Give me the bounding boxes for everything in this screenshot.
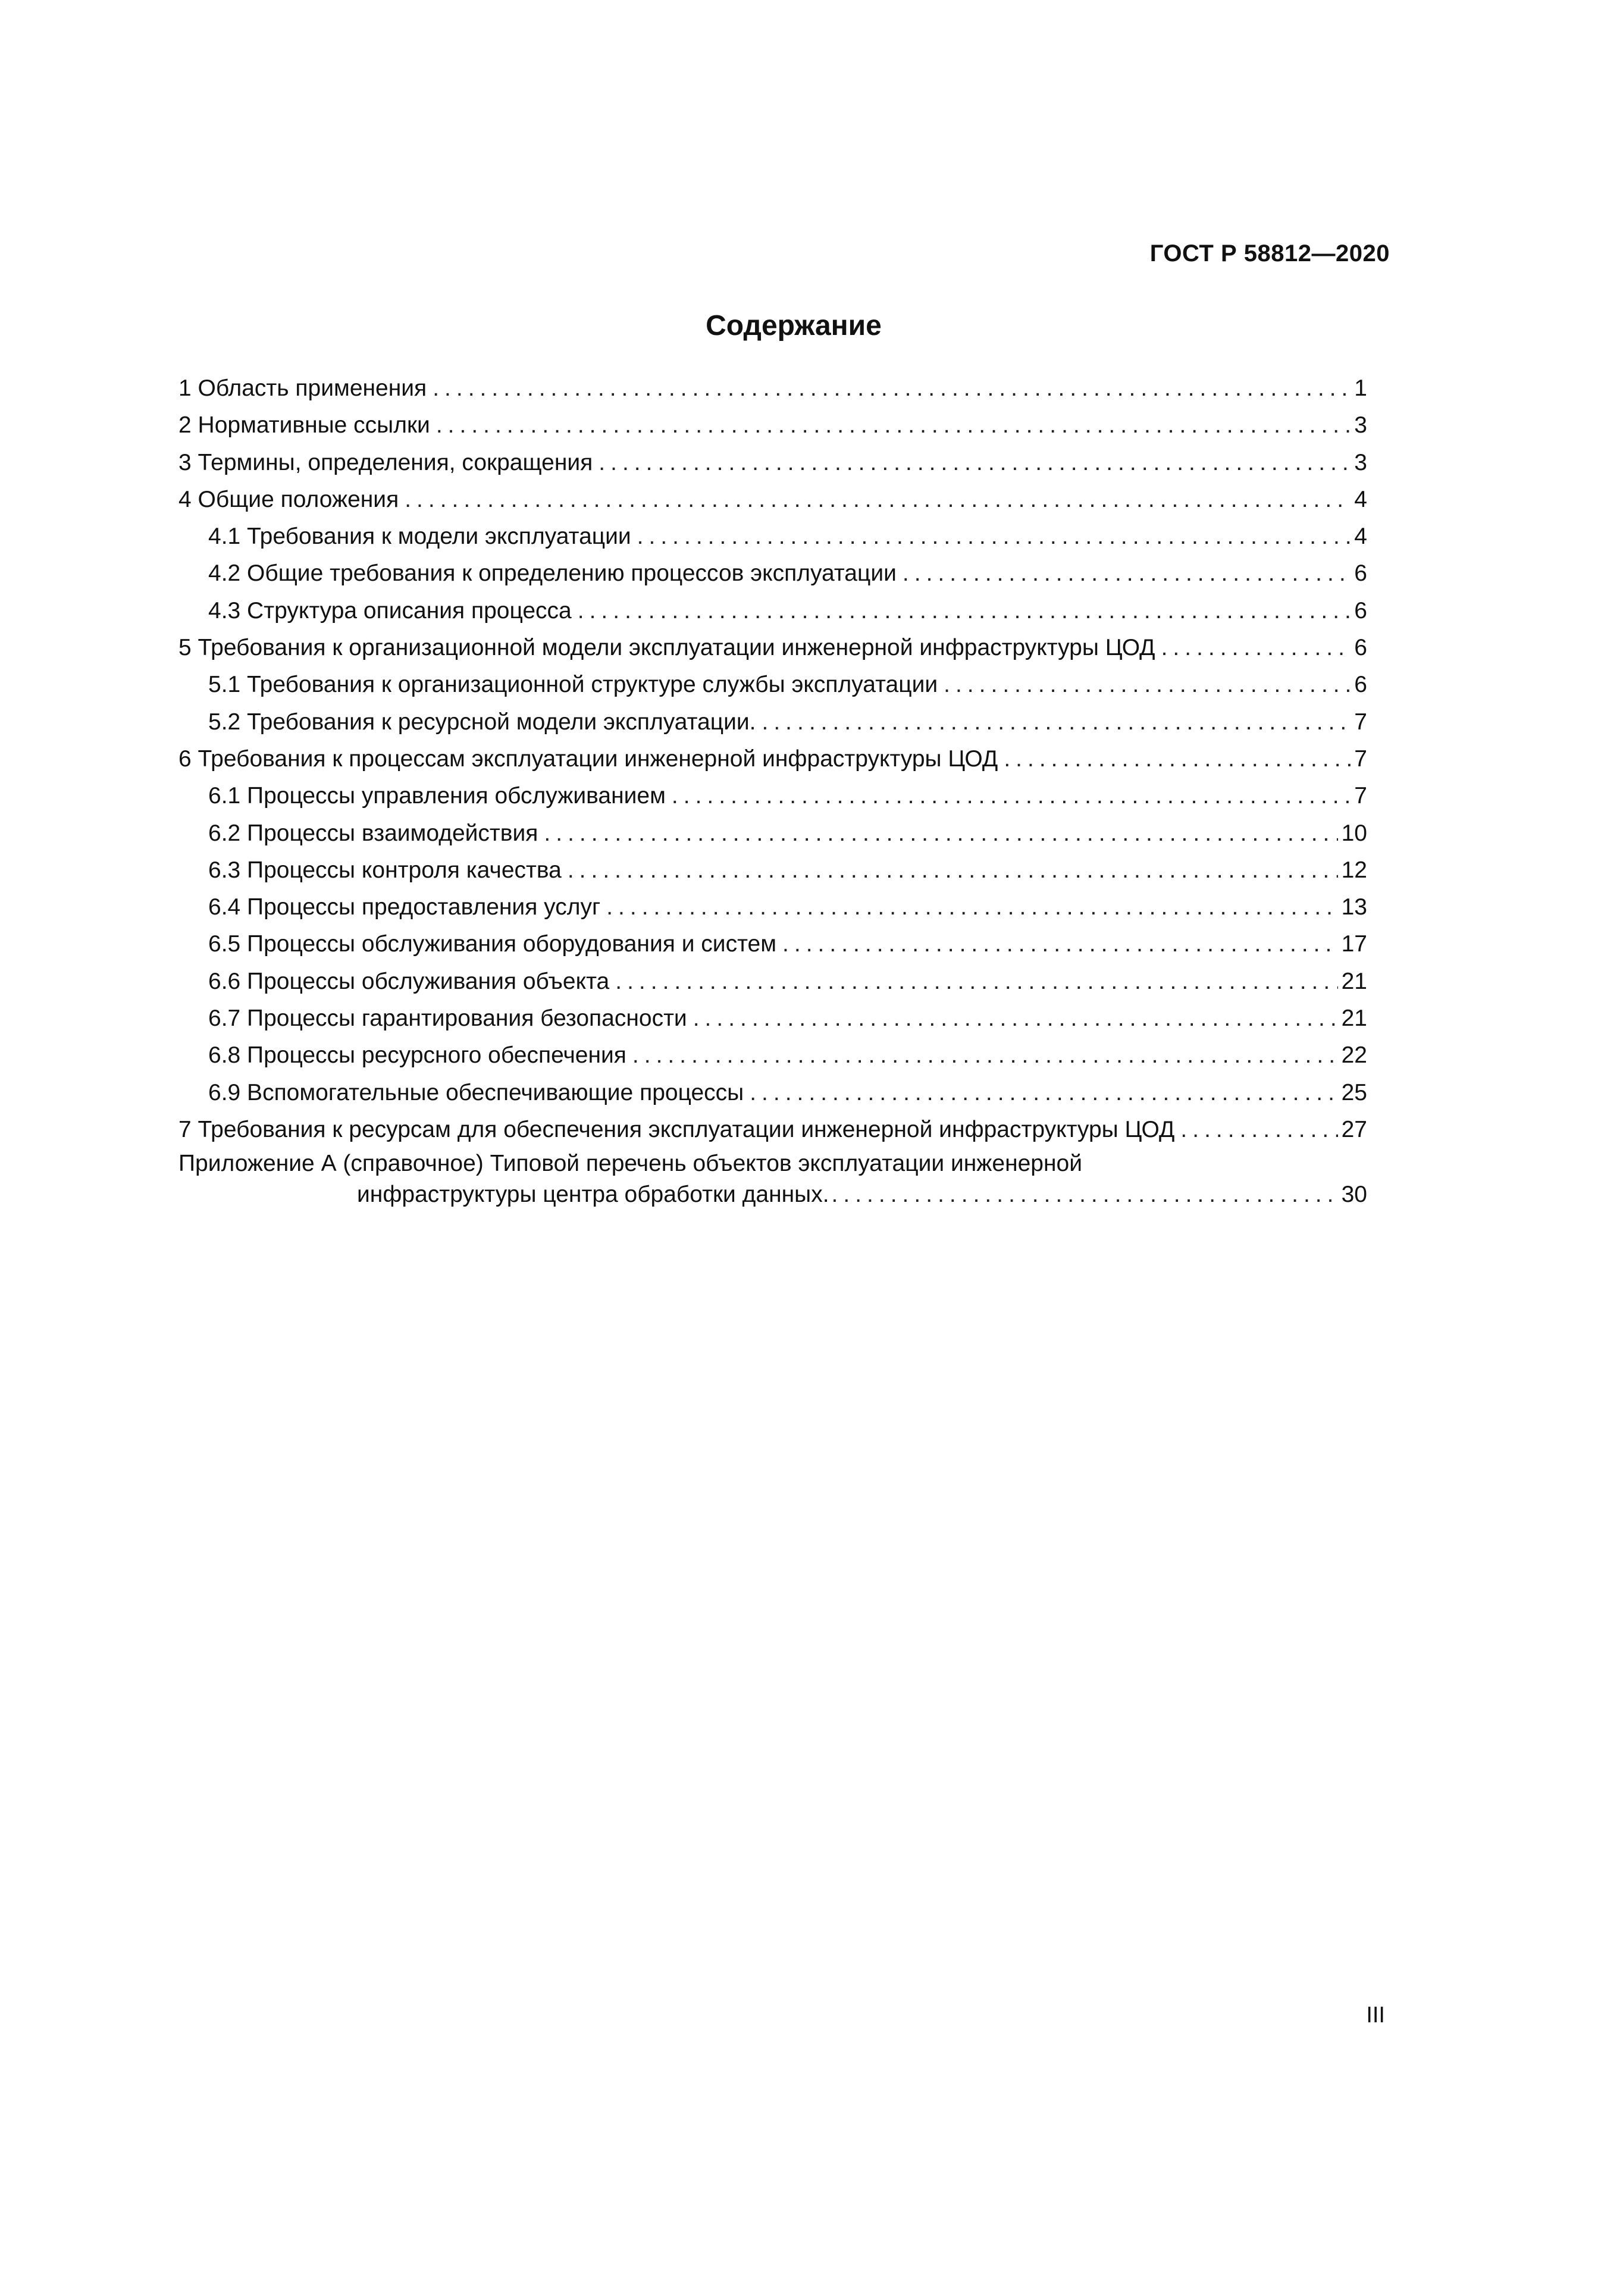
toc-entry-label: 3 Термины, определения, сокращения <box>178 449 593 475</box>
toc-entry-page: 3 <box>1354 449 1367 475</box>
toc-entry-page: 17 <box>1341 931 1367 957</box>
toc-entry-page: 6 <box>1354 560 1367 587</box>
toc-dot-leader <box>632 1037 1338 1074</box>
toc-entry-page: 21 <box>1341 968 1367 994</box>
toc-entry-label: 6.1 Процессы управления обслуживанием <box>208 783 666 809</box>
toc-dot-leader <box>832 1179 1338 1210</box>
toc-entry-page: 7 <box>1354 746 1367 772</box>
toc-entry[interactable] <box>178 1037 1367 1074</box>
toc-entry-page: 6 <box>1354 635 1367 661</box>
table-of-contents <box>178 370 1367 1210</box>
toc-dot-leader <box>762 704 1351 741</box>
toc-entry-page: 6 <box>1354 597 1367 624</box>
toc-dot-leader <box>1004 741 1351 778</box>
toc-entry[interactable] <box>178 555 1367 592</box>
toc-entry-page: 7 <box>1354 709 1367 735</box>
toc-entry-page: 6 <box>1354 672 1367 698</box>
toc-entry[interactable] <box>178 593 1367 629</box>
toc-entry[interactable] <box>178 407 1367 444</box>
toc-entry-label: 7 Требования к ресурсам для обеспечения эксплуатации инженерной инфраструктуры ЦОД <box>178 1116 1175 1142</box>
toc-entry-label: 4.2 Общие требования к определению процессов эксплуатации <box>208 560 897 587</box>
toc-entry-label: Приложение А (справочное) Типовой перечень объектов эксплуатации инженерной <box>178 1151 1083 1177</box>
toc-dot-leader <box>568 852 1338 889</box>
toc-dot-leader <box>544 815 1337 852</box>
toc-entry-page: 10 <box>1341 820 1367 846</box>
toc-title: Содержание <box>706 310 882 342</box>
toc-dot-leader <box>599 444 1351 481</box>
toc-dot-leader <box>672 778 1351 815</box>
toc-entry-page: 1 <box>1354 375 1367 401</box>
toc-entry[interactable] <box>178 1111 1367 1148</box>
toc-entry-label: 4 Общие положения <box>178 486 399 512</box>
toc-dot-leader <box>578 593 1351 629</box>
toc-entry-page: 4 <box>1354 524 1367 550</box>
toc-entry[interactable] <box>178 518 1367 555</box>
toc-entry[interactable] <box>178 666 1367 703</box>
toc-entry-label: 2 Нормативные ссылки <box>178 412 430 438</box>
toc-dot-leader <box>944 666 1351 703</box>
toc-dot-leader <box>433 370 1351 407</box>
toc-entry-label: 6.3 Процессы контроля качества <box>208 857 562 883</box>
toc-dot-leader <box>436 407 1351 444</box>
toc-dot-leader <box>1180 1111 1337 1148</box>
toc-entry-label: 6.9 Вспомогательные обеспечивающие процессы <box>208 1079 744 1105</box>
toc-entry[interactable] <box>178 889 1367 926</box>
document-standard-number: ГОСТ Р 58812—2020 <box>1149 240 1390 267</box>
toc-entry-label: 6.2 Процессы взаимодействия <box>208 820 538 846</box>
toc-entry-page: 3 <box>1354 412 1367 438</box>
toc-entry-label: 5.1 Требования к организационной структуре службы эксплуатации <box>208 672 938 698</box>
toc-entry-label: инфраструктуры центра обработки данных. <box>357 1182 829 1208</box>
toc-dot-leader <box>903 555 1351 592</box>
toc-entry-label: 4.1 Требования к модели эксплуатации <box>208 524 631 550</box>
page-number: III <box>1366 2003 1385 2028</box>
toc-entry[interactable] <box>178 370 1367 407</box>
toc-entry-label: 4.3 Структура описания процесса <box>208 597 572 624</box>
toc-entry[interactable] <box>178 1000 1367 1037</box>
toc-entry[interactable] <box>178 778 1367 815</box>
toc-entry-label: 6.4 Процессы предоставления услуг <box>208 894 601 920</box>
toc-entry-page: 13 <box>1341 894 1367 920</box>
toc-entry-page: 30 <box>1341 1182 1367 1208</box>
toc-entry-label: 5.2 Требования к ресурсной модели эксплуатации. <box>208 709 756 735</box>
toc-entry[interactable] <box>178 444 1367 481</box>
toc-dot-leader <box>615 963 1337 1000</box>
toc-entry-page: 21 <box>1341 1006 1367 1032</box>
toc-dot-leader <box>637 518 1351 555</box>
toc-entry-label: 6.5 Процессы обслуживания оборудования и систем <box>208 931 777 957</box>
toc-entry-page: 22 <box>1341 1042 1367 1069</box>
toc-entry-label: 1 Область применения <box>178 375 427 401</box>
toc-dot-leader <box>606 889 1337 926</box>
toc-entry[interactable] <box>178 926 1367 963</box>
toc-entry[interactable] <box>178 741 1367 778</box>
toc-entry[interactable] <box>178 481 1367 518</box>
toc-entry-label: 5 Требования к организационной модели эксплуатации инженерной инфраструктуры ЦОД <box>178 635 1155 661</box>
toc-entry-appendix-a[interactable] <box>178 1148 1367 1210</box>
toc-dot-leader <box>750 1075 1337 1111</box>
toc-entry-label: 6.6 Процессы обслуживания объекта <box>208 968 610 994</box>
toc-entry[interactable] <box>178 815 1367 852</box>
toc-entry-label: 6.8 Процессы ресурсного обеспечения <box>208 1042 626 1069</box>
toc-dot-leader <box>782 926 1338 963</box>
toc-entry[interactable] <box>178 629 1367 666</box>
toc-entry-page: 25 <box>1341 1079 1367 1105</box>
toc-entry[interactable] <box>178 1075 1367 1111</box>
toc-entry[interactable] <box>178 963 1367 1000</box>
toc-entry-label: 6 Требования к процессам эксплуатации инженерной инфраструктуры ЦОД <box>178 746 998 772</box>
toc-entry-page: 12 <box>1341 857 1367 883</box>
toc-dot-leader <box>693 1000 1338 1037</box>
toc-entry-page: 27 <box>1341 1116 1367 1142</box>
toc-dot-leader <box>405 481 1351 518</box>
toc-entry-page: 7 <box>1354 783 1367 809</box>
toc-entry-page: 4 <box>1354 486 1367 512</box>
toc-entry-label: 6.7 Процессы гарантирования безопасности <box>208 1006 687 1032</box>
toc-entry[interactable] <box>178 852 1367 889</box>
toc-dot-leader <box>1161 629 1351 666</box>
toc-entry[interactable] <box>178 704 1367 741</box>
